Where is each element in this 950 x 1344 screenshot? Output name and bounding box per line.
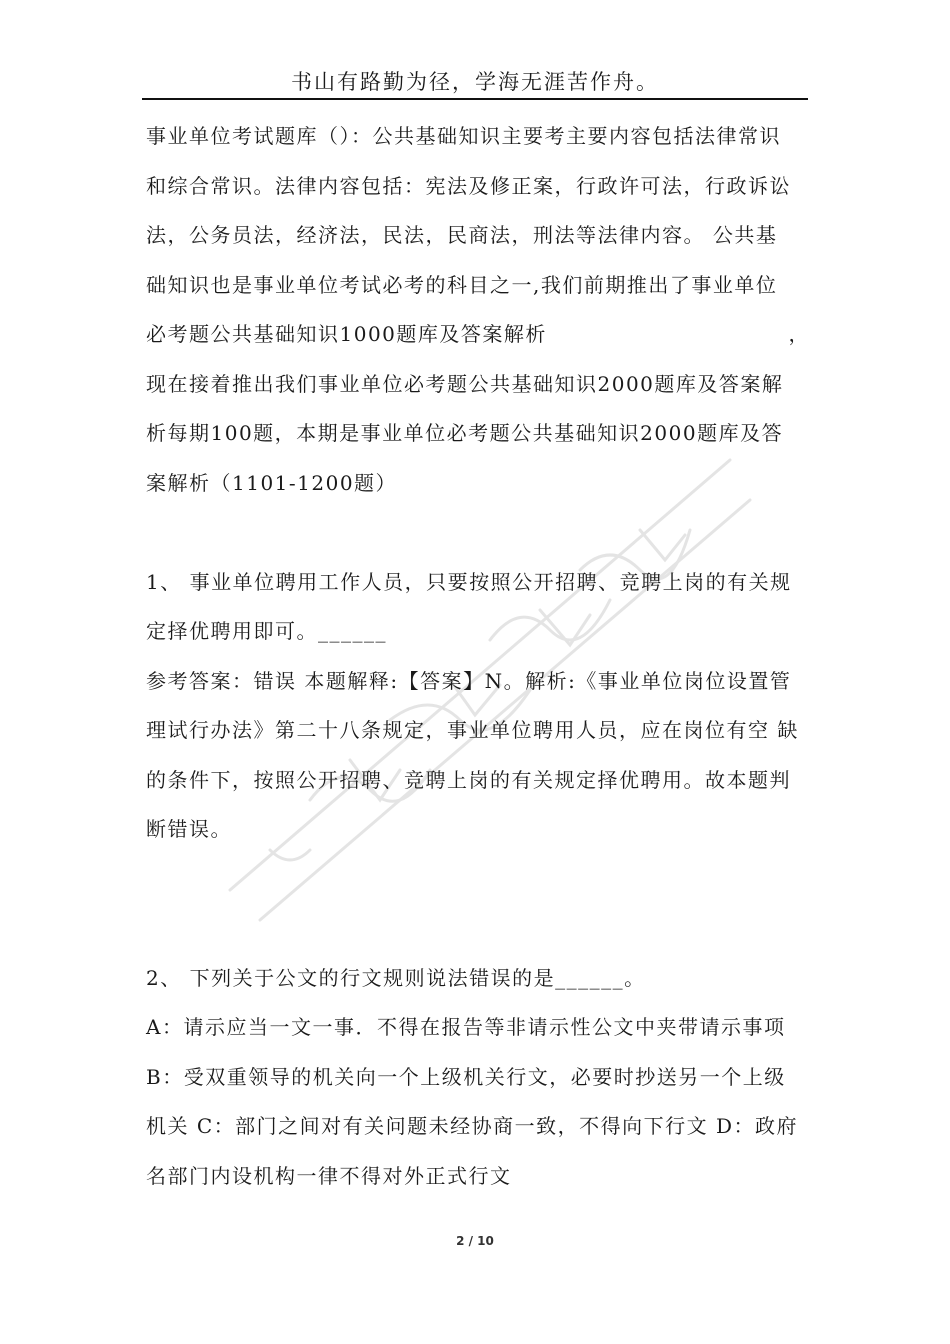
question-2-option: B：受双重领导的机关向一个上级机关行文，必要时抄送另一个上级 (146, 1064, 786, 1089)
intro-line: 现在接着推出我们事业单位必考题公共基础知识2000题库及答案解 (146, 371, 784, 396)
question-2-option: 名部门内设机构一律不得对外正式行文 (146, 1163, 512, 1188)
intro-line (146, 310, 810, 360)
question-2-option: A：请示应当一文一事．不得在报告等非请示性公文中夹带请示事项 (146, 1015, 786, 1039)
header-rule (142, 98, 808, 100)
intro-line: 法，公务员法，经济法，民法，民商法，刑法等法律内容。 公共基 (146, 223, 778, 247)
header-motto: 书山有路勤为径，学海无涯苦作舟。 (291, 70, 659, 94)
question-1-text: 定择优聘用即可。______ (146, 619, 387, 643)
page-number: 2 / 10 (456, 1234, 494, 1248)
intro-line: 案解析（1101-1200题） (146, 470, 398, 495)
question-2-option: 机关 C：部门之间对有关问题未经协商一致，不得向下行文 D：政府 (146, 1114, 799, 1138)
intro-line-comma: ， (788, 322, 810, 346)
main-content (146, 112, 810, 1201)
question-1-answer: 的条件下，按照公开招聘、竞聘上岗的有关规定择优聘用。故本题判 (146, 767, 791, 792)
intro-line: 析每期100题，本期是事业单位必考题公共基础知识2000题库及答 (146, 421, 784, 445)
intro-line: 础知识也是事业单位考试必考的科目之一,我们前期推出了事业单位 (146, 272, 778, 297)
question-1-text: 1、 事业单位聘用工作人员，只要按照公开招聘、竞聘上岗的有关规 (146, 569, 792, 594)
intro-line-text: 必考题公共基础知识1000题库及答案解析 (146, 322, 547, 346)
intro-line: 事业单位考试题库（）：公共基础知识主要考主要内容包括法律常识 (146, 124, 781, 148)
question-1-answer: 参考答案：错误 本题解释:【答案】N。解析:《事业单位岗位设置管 (146, 668, 792, 693)
intro-line: 和综合常识。法律内容包括：宪法及修正案，行政许可法，行政诉讼 (146, 173, 791, 198)
question-1-answer: 断错误。 (146, 817, 232, 841)
question-2-text: 2、 下列关于公文的行文规则说法错误的是______。 (146, 965, 646, 990)
question-1-answer: 理试行办法》第二十八条规定，事业单位聘用人员，应在岗位有空 缺 (146, 718, 799, 742)
